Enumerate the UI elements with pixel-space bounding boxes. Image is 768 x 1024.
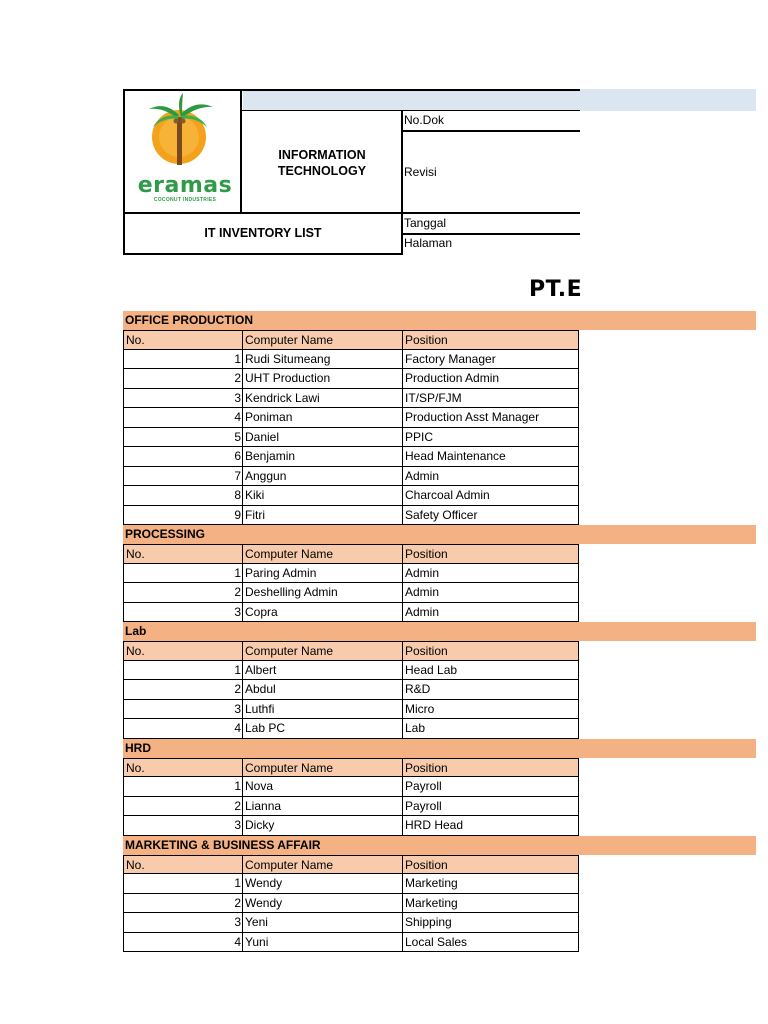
row-number: 7 (123, 467, 242, 487)
section-title: OFFICE PRODUCTION (125, 313, 253, 327)
computer-name-cell: Rudi Situmeang (242, 350, 402, 370)
row-number: 4 (123, 933, 242, 953)
table-row (123, 816, 756, 836)
page-label: Halaman (404, 236, 453, 250)
table-row (123, 797, 756, 817)
computer-name-cell: Dicky (242, 816, 402, 836)
computer-name-cell: Daniel (242, 428, 402, 448)
revision-label: Revisi (404, 165, 437, 179)
position-cell: Shipping (402, 913, 579, 933)
position-cell: Marketing (402, 874, 579, 894)
row-number: 3 (123, 816, 242, 836)
position-cell: Admin (402, 467, 579, 487)
computer-name-cell: Wendy (242, 874, 402, 894)
computer-name-cell: Kendrick Lawi (242, 389, 402, 409)
computer-name-cell: Anggun (242, 467, 402, 487)
table-row (123, 583, 756, 603)
section-title: HRD (125, 740, 151, 755)
table-row (123, 680, 756, 700)
table-row (123, 700, 756, 720)
table-row (123, 564, 756, 584)
position-cell: Admin (402, 603, 579, 623)
column-header-row (123, 641, 756, 661)
row-number: 8 (123, 486, 242, 506)
row-number: 2 (123, 369, 242, 389)
table-row (123, 506, 756, 526)
column-header-computer-name: Computer Name (242, 544, 402, 564)
computer-name-cell: UHT Production (242, 369, 402, 389)
section-title: MARKETING & BUSINESS AFFAIR (125, 837, 321, 852)
department-line-1: INFORMATION (278, 148, 366, 162)
column-header-position: Position (402, 641, 579, 661)
position-cell: Admin (402, 564, 579, 584)
computer-name-cell: Paring Admin (242, 564, 402, 584)
column-header-position: Position (402, 758, 579, 778)
table-row (123, 486, 756, 506)
table-row (123, 389, 756, 409)
position-cell: Production Asst Manager (402, 408, 579, 428)
column-header-computer-name: Computer Name (242, 330, 402, 350)
row-number: 1 (123, 564, 242, 584)
position-cell: Head Maintenance (402, 447, 579, 467)
position-cell: Lab (402, 719, 579, 739)
position-cell: Marketing (402, 894, 579, 914)
row-number: 1 (123, 777, 242, 797)
section-header (123, 525, 756, 544)
table-row (123, 874, 756, 894)
column-header-computer-name: Computer Name (242, 641, 402, 661)
document-title: IT INVENTORY LIST (204, 226, 322, 240)
header-band (243, 89, 756, 111)
table-row (123, 369, 756, 389)
row-number: 4 (123, 408, 242, 428)
computer-name-cell: Deshelling Admin (242, 583, 402, 603)
row-number: 2 (123, 894, 242, 914)
column-header-computer-name: Computer Name (242, 855, 402, 875)
table-row (123, 661, 756, 681)
table-row (123, 408, 756, 428)
computer-name-cell: Yeni (242, 913, 402, 933)
column-header-row (123, 330, 756, 350)
department-line-2: TECHNOLOGY (277, 164, 367, 178)
computer-name-cell: Kiki (242, 486, 402, 506)
column-header-row (123, 544, 756, 564)
position-cell: Charcoal Admin (402, 486, 579, 506)
position-cell: Payroll (402, 797, 579, 817)
row-number: 9 (123, 506, 242, 526)
position-cell: HRD Head (402, 816, 579, 836)
table-row (123, 777, 756, 797)
position-cell: Factory Manager (402, 350, 579, 370)
table-row (123, 350, 756, 370)
column-header-row (123, 855, 756, 875)
computer-name-cell: Luthfi (242, 700, 402, 720)
position-cell: Admin (402, 583, 579, 603)
row-number: 3 (123, 389, 242, 409)
row-number: 4 (123, 719, 242, 739)
computer-name-cell: Albert (242, 661, 402, 681)
column-header-position: Position (402, 855, 579, 875)
column-header-no: No. (123, 758, 242, 778)
position-cell: Production Admin (402, 369, 579, 389)
column-header-computer-name: Computer Name (242, 758, 402, 778)
palm-tree-icon (125, 91, 240, 175)
computer-name-cell: Benjamin (242, 447, 402, 467)
row-number: 3 (123, 913, 242, 933)
computer-name-cell: Abdul (242, 680, 402, 700)
column-header-position: Position (402, 330, 579, 350)
computer-name-cell: Fitri (242, 506, 402, 526)
row-number: 3 (123, 603, 242, 623)
row-number: 1 (123, 661, 242, 681)
logo-tagline: COCONUT INDUSTRIES (153, 197, 217, 203)
computer-name-cell: Lab PC (242, 719, 402, 739)
date-label: Tanggal (404, 216, 447, 230)
department-title (242, 147, 402, 179)
row-number: 6 (123, 447, 242, 467)
section-header (123, 311, 756, 330)
row-number: 1 (123, 874, 242, 894)
table-row (123, 603, 756, 623)
company-logo (125, 91, 240, 212)
row-number: 1 (123, 350, 242, 370)
column-header-position: Position (402, 544, 579, 564)
column-header-row (123, 758, 756, 778)
position-cell: Safety Officer (402, 506, 579, 526)
row-number: 5 (123, 428, 242, 448)
position-cell: R&D (402, 680, 579, 700)
position-cell: IT/SP/FJM (402, 389, 579, 409)
row-number: 2 (123, 680, 242, 700)
column-header-no: No. (123, 855, 242, 875)
section-title: PROCESSING (125, 527, 206, 541)
table-row (123, 933, 756, 953)
computer-name-cell: Nova (242, 777, 402, 797)
inventory-table (123, 311, 756, 952)
row-number: 3 (123, 700, 242, 720)
computer-name-cell: Copra (242, 603, 402, 623)
column-header-no: No. (123, 544, 242, 564)
section-header (123, 739, 756, 758)
computer-name-cell: Poniman (242, 408, 402, 428)
computer-name-cell: Yuni (242, 933, 402, 953)
column-header-no: No. (123, 641, 242, 661)
position-cell: Local Sales (402, 933, 579, 953)
position-cell: Payroll (402, 777, 579, 797)
section-title: Lab (125, 624, 147, 638)
doc-no-label: No.Dok (404, 113, 445, 127)
row-number: 2 (123, 583, 242, 603)
section-header (123, 622, 756, 641)
table-row (123, 467, 756, 487)
column-header-no: No. (123, 330, 242, 350)
position-cell: Micro (402, 700, 579, 720)
table-row (123, 447, 756, 467)
row-number: 2 (123, 797, 242, 817)
table-row (123, 894, 756, 914)
computer-name-cell: Lianna (242, 797, 402, 817)
table-row (123, 428, 756, 448)
logo-wordmark: eramas (137, 173, 233, 198)
table-row (123, 913, 756, 933)
position-cell: Head Lab (402, 661, 579, 681)
section-header (123, 836, 756, 855)
computer-name-cell: Wendy (242, 894, 402, 914)
company-name: PT.E (529, 277, 583, 302)
position-cell: PPIC (402, 428, 579, 448)
table-row (123, 719, 756, 739)
